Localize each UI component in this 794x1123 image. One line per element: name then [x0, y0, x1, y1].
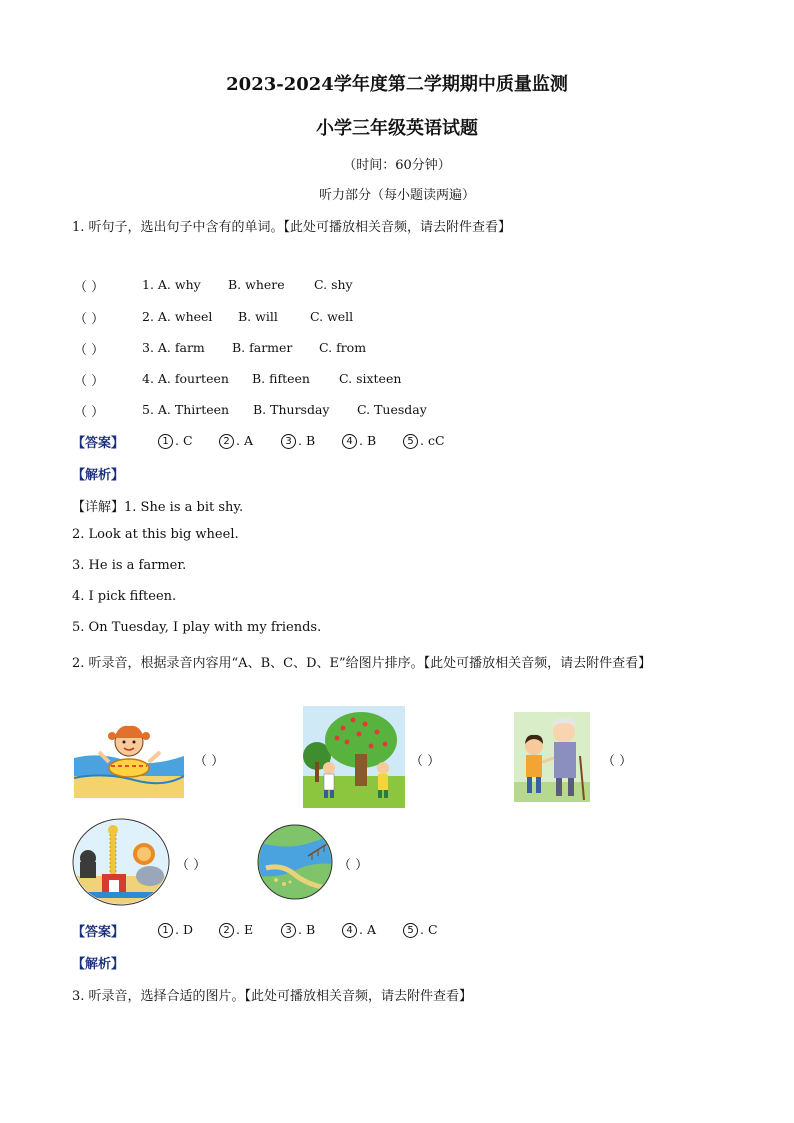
q1-detail-1 — [72, 496, 243, 515]
detail-text: 1. She is a bit shy. — [124, 500, 244, 515]
q2-prompt: 2. 听录音，根据录音内容用“A、B、C、D、E”给图片排序。【此处可播放相关音频，请去附件查看】 — [72, 656, 652, 671]
q1-answer-3 — [281, 433, 315, 449]
picture-apple-tree — [303, 706, 405, 808]
answer-number: 4 — [342, 923, 357, 938]
q1-item-3-paren[interactable]: （ ） — [74, 343, 105, 358]
q1-answer-1 — [158, 433, 193, 449]
q2-answer-1 — [158, 922, 193, 938]
q1-detail-5: 5. On Tuesday, I play with my friends. — [72, 620, 322, 635]
q1-item-4-option-b: B. fifteen — [252, 371, 310, 386]
answer-number: 2 — [219, 923, 234, 938]
answer-value: . D — [175, 922, 193, 937]
answer-number: 3 — [281, 434, 296, 449]
q2-analysis-label: 【解析】 — [72, 957, 125, 972]
q1-item-3-option-b: B. farmer — [232, 340, 293, 355]
q2-answer-2 — [219, 922, 253, 938]
section-heading: 听力部分（每小题读两遍） — [318, 188, 475, 203]
q1-answer-5 — [403, 433, 445, 449]
q1-item-2-option-c: C. well — [310, 309, 354, 324]
q1-item-5-option-c: C. Tuesday — [357, 402, 427, 417]
q1-detail-3: 3. He is a farmer. — [72, 558, 187, 573]
q1-answer-4 — [342, 433, 376, 449]
q2-picture-3-blank[interactable]: （ ） — [602, 754, 633, 769]
q3-prompt: 3. 听录音，选择合适的图片。【此处可播放相关音频，请去附件查看】 — [72, 989, 473, 1004]
answer-number: 4 — [342, 434, 357, 449]
q2-picture-4-blank[interactable]: （ ） — [176, 858, 207, 873]
q1-prompt: 1. 听句子，选出句子中含有的单词。【此处可播放相关音频，请去附件查看】 — [72, 220, 512, 235]
q1-item-5-option-b: B. Thursday — [253, 402, 330, 417]
answer-value: . cC — [420, 433, 445, 448]
q1-item-2-paren[interactable]: （ ） — [74, 312, 105, 327]
q1-item-1-option-b: B. where — [228, 277, 285, 292]
q1-item-4-paren[interactable]: （ ） — [74, 374, 105, 389]
answer-number: 1 — [158, 923, 173, 938]
q1-detail-4: 4. I pick fifteen. — [72, 589, 177, 604]
answer-value: . C — [175, 433, 193, 448]
picture-zoo — [72, 818, 170, 906]
q2-answer-3 — [281, 922, 315, 938]
picture-grandmother — [514, 712, 590, 802]
q1-item-1-paren[interactable]: （ ） — [74, 280, 105, 295]
q1-item-5-paren[interactable]: （ ） — [74, 405, 105, 420]
answer-number: 3 — [281, 923, 296, 938]
q2-answer-4 — [342, 922, 376, 938]
q1-item-1-option-c: C. shy — [314, 277, 353, 292]
q1-detail-2: 2. Look at this big wheel. — [72, 527, 239, 542]
q1-item-3-option-c: C. from — [319, 340, 367, 355]
q2-answer-label: 【答案】 — [72, 925, 125, 940]
q1-item-5-option-a: 5. A. Thirteen — [142, 402, 230, 417]
q1-analysis-label: 【解析】 — [72, 468, 125, 483]
answer-value: . B — [359, 433, 377, 448]
answer-number: 1 — [158, 434, 173, 449]
answer-value: . B — [298, 922, 316, 937]
q1-item-1-option-a: 1. A. why — [142, 277, 201, 292]
detail-label: 【详解】 — [72, 500, 125, 515]
q1-item-4-option-c: C. sixteen — [339, 371, 402, 386]
q1-answer-label: 【答案】 — [72, 436, 125, 451]
q1-item-2-option-b: B. will — [238, 309, 278, 324]
answer-number: 2 — [219, 434, 234, 449]
answer-number: 5 — [403, 434, 418, 449]
q2-picture-2-blank[interactable]: （ ） — [410, 754, 441, 769]
answer-value: . A — [236, 433, 253, 448]
answer-number: 5 — [403, 923, 418, 938]
answer-value: . A — [359, 922, 376, 937]
q2-picture-5-blank[interactable]: （ ） — [338, 858, 369, 873]
answer-value: . C — [420, 922, 438, 937]
q1-item-3-option-a: 3. A. farm — [142, 340, 205, 355]
q1-answer-2 — [219, 433, 253, 449]
q1-item-2-option-a: 2. A. wheel — [142, 309, 213, 324]
q2-answer-5 — [403, 922, 438, 938]
picture-river — [256, 824, 334, 900]
exam-subtitle: 小学三年级英语试题 — [316, 118, 478, 139]
answer-value: . B — [298, 433, 316, 448]
picture-swimming-girl — [74, 718, 184, 798]
q1-item-4-option-a: 4. A. fourteen — [142, 371, 229, 386]
exam-time: （时间：60分钟） — [343, 158, 451, 173]
exam-title: 2023-2024学年度第二学期期中质量监测 — [226, 74, 568, 95]
answer-value: . E — [236, 922, 254, 937]
q2-picture-1-blank[interactable]: （ ） — [194, 754, 225, 769]
